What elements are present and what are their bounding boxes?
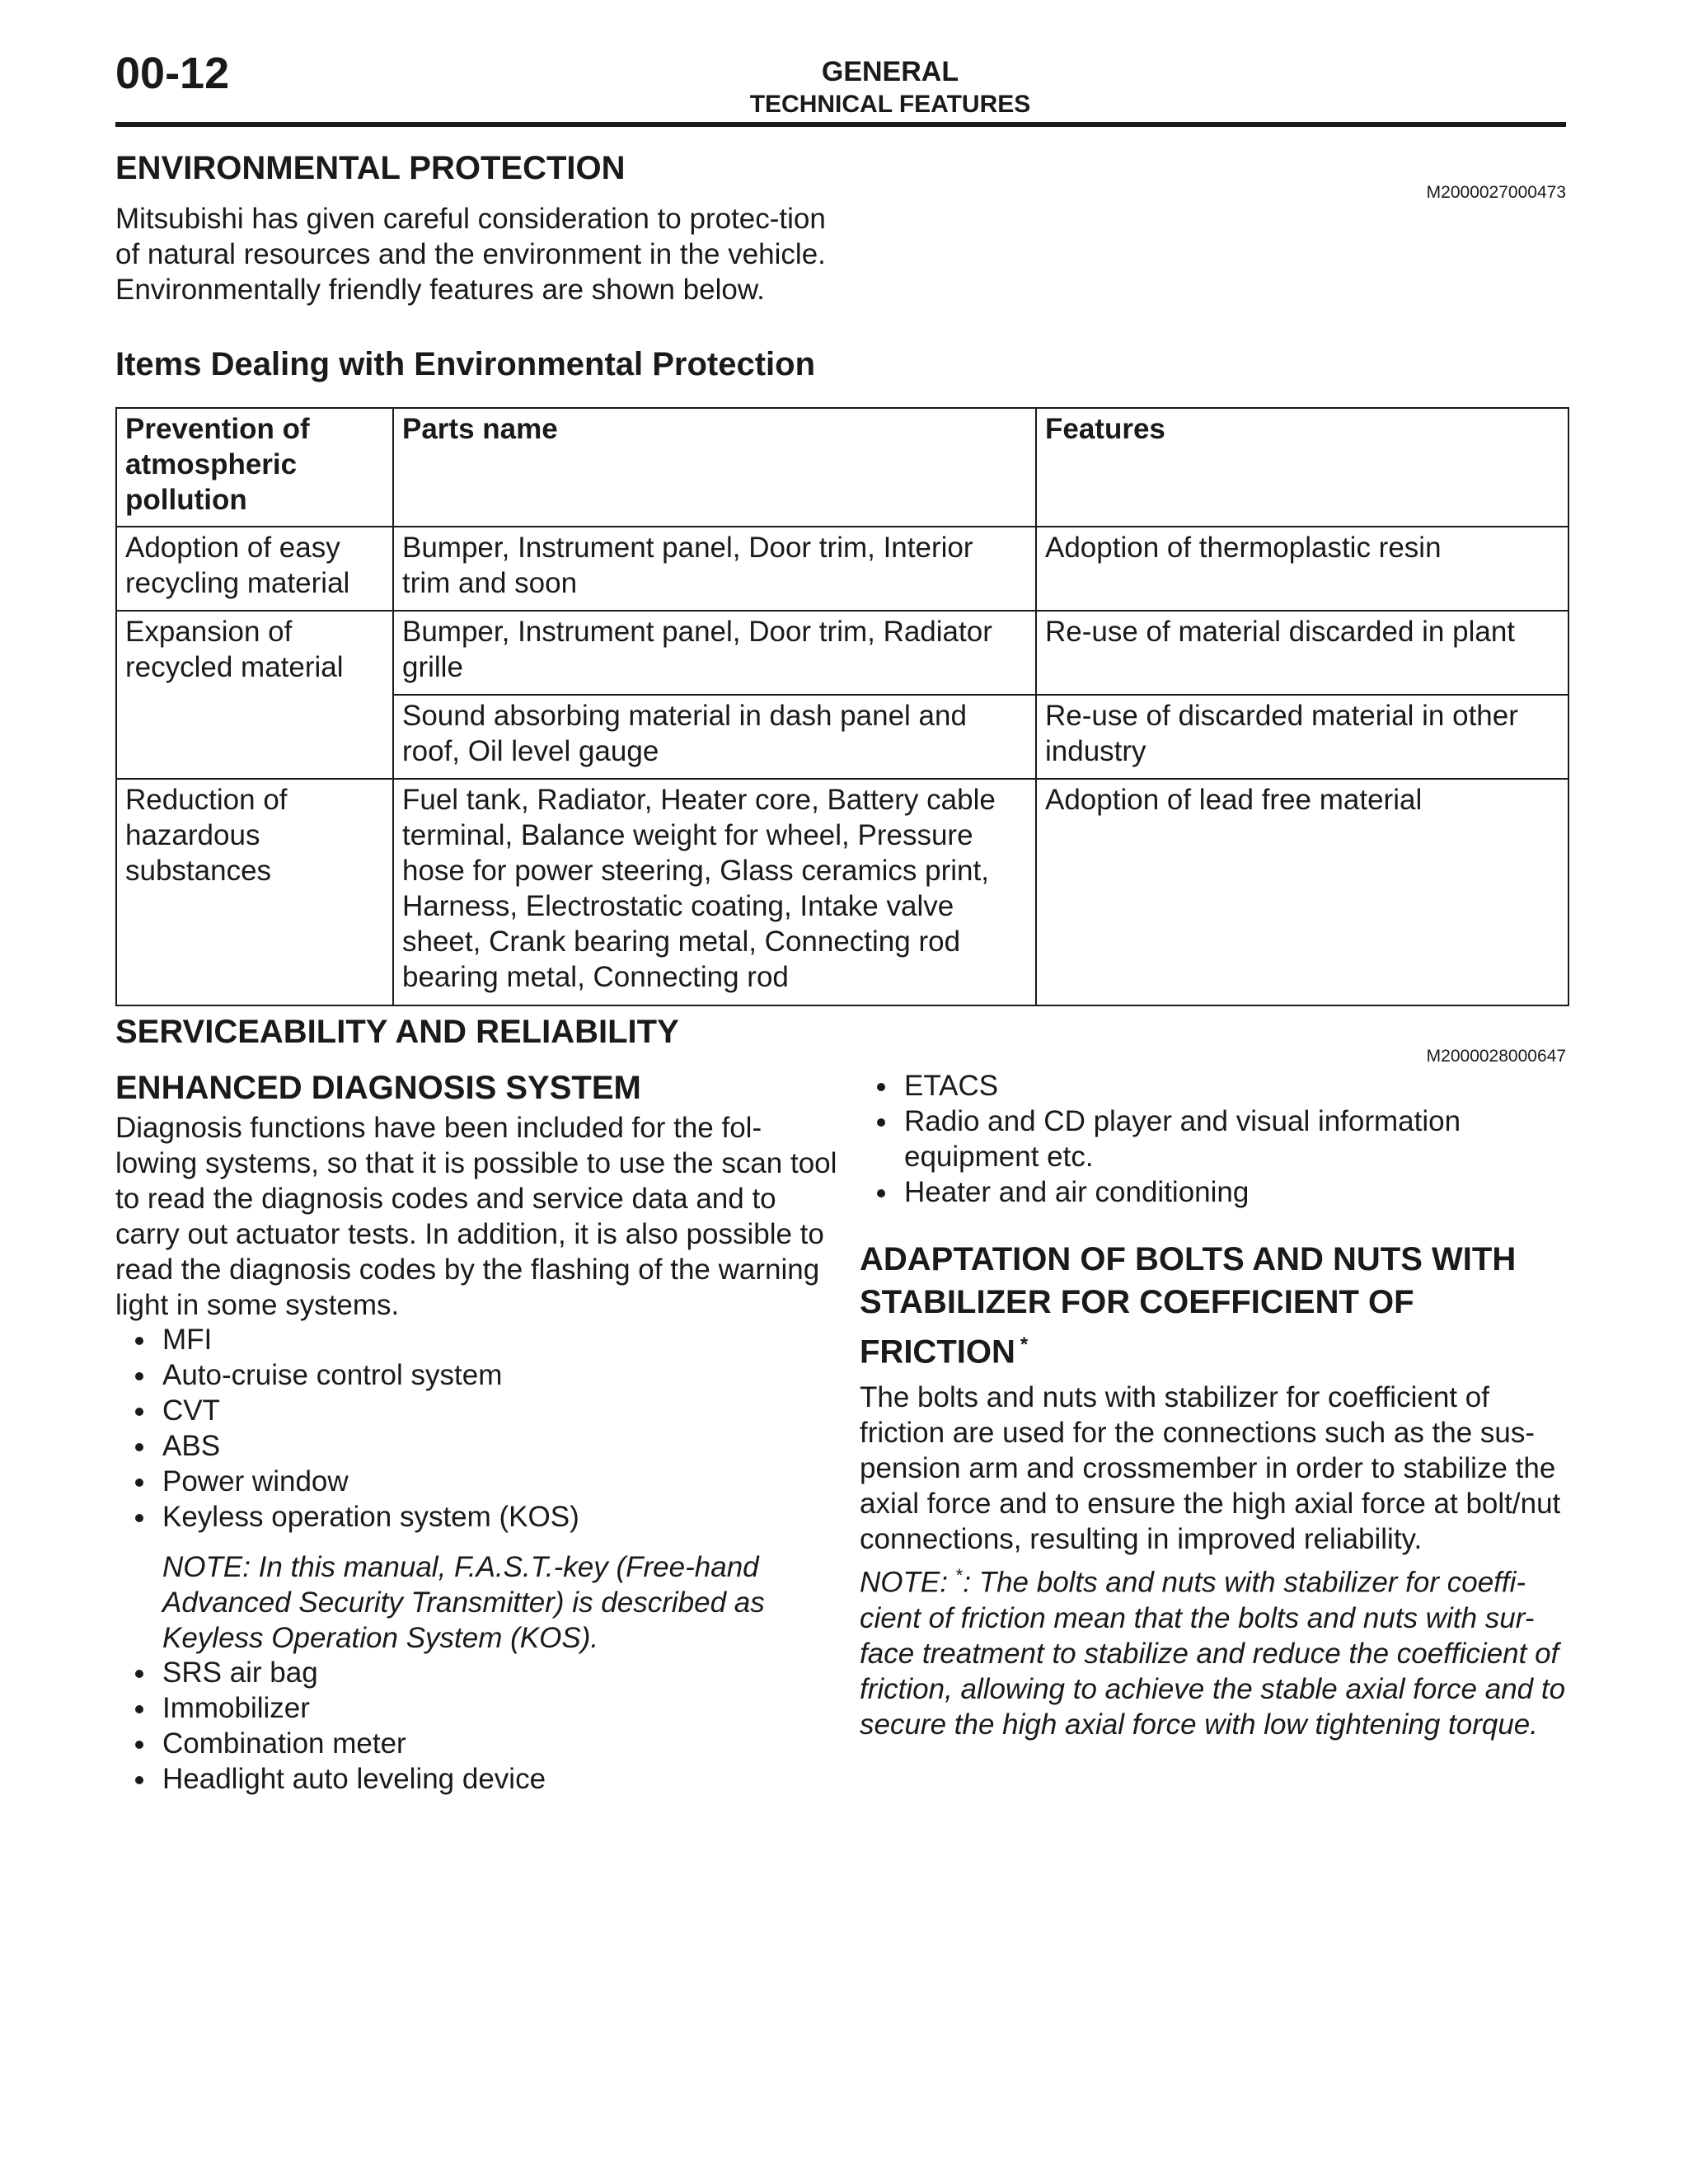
table-row <box>116 779 1568 1005</box>
cell-parts: Fuel tank, Radiator, Heater core, Battery cable terminal, Balance weight for wheel, Pressure hose for power steering, Glass ceramics print, Harness, Electrostatic coating, Intake valve sheet, Crank bearing metal, Connecting rod bearing metal, Connecting rod <box>393 779 1036 1005</box>
table-row <box>116 611 1568 695</box>
page-number: 00-12 <box>115 49 230 98</box>
cell-features: Re-use of material discarded in plant <box>1036 611 1568 695</box>
list-item: Immobilizer <box>115 1690 841 1726</box>
asterisk-mark: * <box>1020 1333 1029 1356</box>
env-doc-id: M2000027000473 <box>1426 183 1566 202</box>
bolts-nuts-paragraph: The bolts and nuts with stabilizer for coefficient of friction are used for the connections such as the sus-pension arm and crossmember in order to stabilize the axial force and to ensure the high axial force at bolt/nut connections, resulting in improved reliability. <box>860 1381 1561 1555</box>
list-item: Radio and CD player and visual information equipment etc. <box>857 1104 1558 1174</box>
cell-features: Adoption of thermoplastic resin <box>1036 527 1568 611</box>
list-item: Headlight auto leveling device <box>115 1761 841 1797</box>
cell-parts: Bumper, Instrument panel, Door trim, Radiator grille <box>393 611 1036 695</box>
section-subtitle: TECHNICAL FEATURES <box>749 91 1031 118</box>
note-prefix: NOTE: <box>860 1566 948 1599</box>
column-header-features: Features <box>1036 408 1568 527</box>
list-item: MFI <box>115 1322 841 1357</box>
column-header-category: Prevention of atmospheric pollution <box>116 408 393 527</box>
list-item: Keyless operation system (KOS) <box>115 1499 841 1535</box>
diagnosis-systems-list-right <box>857 1068 1558 1210</box>
list-item: Auto-cruise control system <box>115 1357 841 1393</box>
section-title: GENERAL <box>821 56 959 87</box>
diagnosis-heading: ENHANCED DIAGNOSIS SYSTEM <box>115 1070 641 1106</box>
env-table-title: Items Dealing with Environmental Protection <box>115 346 816 382</box>
serviceability-heading: SERVICEABILITY AND RELIABILITY <box>115 1014 679 1050</box>
cell-features: Re-use of discarded material in other industry <box>1036 695 1568 779</box>
list-item: ABS <box>115 1428 841 1464</box>
diagnosis-intro-paragraph: Diagnosis functions have been included for the fol-lowing systems, so that it is possible to use the scan tool to read the diagnosis codes and service data and to carry out actuator tests. In addition, it is also possible to read the diagnosis codes by the flashing of the warning light in some systems. <box>115 1112 837 1321</box>
kos-note: NOTE: In this manual, F.A.S.T.-key (Free-hand Advanced Security Transmitter) is described as Keyless Operation System (KOS). <box>162 1551 765 1654</box>
cell-features: Adoption of lead free material <box>1036 779 1568 1005</box>
list-item: Heater and air conditioning <box>857 1174 1558 1210</box>
table-row <box>116 527 1568 611</box>
env-intro-paragraph: Mitsubishi has given careful consideration to protec-tion of natural resources and the environment in the vehicle. Environmentally friendly features are shown below. <box>115 203 826 306</box>
env-protection-heading: ENVIRONMENTAL PROTECTION <box>115 150 626 186</box>
note-text: : The bolts and nuts with stabilizer for coeffi-cient of friction mean that the bolts and nuts with sur-face treatment to stabilize and reduce the coefficient of friction, allowing to achieve the stable axial force and to secure the high axial force with low tightening torque. <box>860 1566 1566 1741</box>
cell-parts: Sound absorbing material in dash panel and roof, Oil level gauge <box>393 695 1036 779</box>
diagnosis-systems-list-continued <box>115 1655 841 1797</box>
list-item: ETACS <box>857 1068 1558 1104</box>
cell-category: Expansion of recycled material <box>116 611 393 779</box>
cell-category: Reduction of hazardous substances <box>116 779 393 1005</box>
list-item: SRS air bag <box>115 1655 841 1690</box>
bolts-nuts-heading-text: ADAPTATION OF BOLTS AND NUTS WITH STABILIZER FOR COEFFICIENT OF FRICTION <box>860 1241 1517 1371</box>
bolts-nuts-note <box>860 1558 1568 1742</box>
list-item: Combination meter <box>115 1726 841 1761</box>
bolts-nuts-heading <box>860 1238 1577 1373</box>
asterisk-mark: * <box>955 1565 964 1586</box>
env-protection-table <box>115 407 1569 1006</box>
cell-parts: Bumper, Instrument panel, Door trim, Interior trim and soon <box>393 527 1036 611</box>
list-item: Power window <box>115 1464 841 1499</box>
serviceability-doc-id: M2000028000647 <box>1426 1047 1566 1066</box>
table-header-row <box>116 408 1568 527</box>
cell-category: Adoption of easy recycling material <box>116 527 393 611</box>
diagnosis-systems-list <box>115 1322 841 1535</box>
header-divider <box>115 122 1566 127</box>
list-item: CVT <box>115 1393 841 1428</box>
column-header-parts: Parts name <box>393 408 1036 527</box>
